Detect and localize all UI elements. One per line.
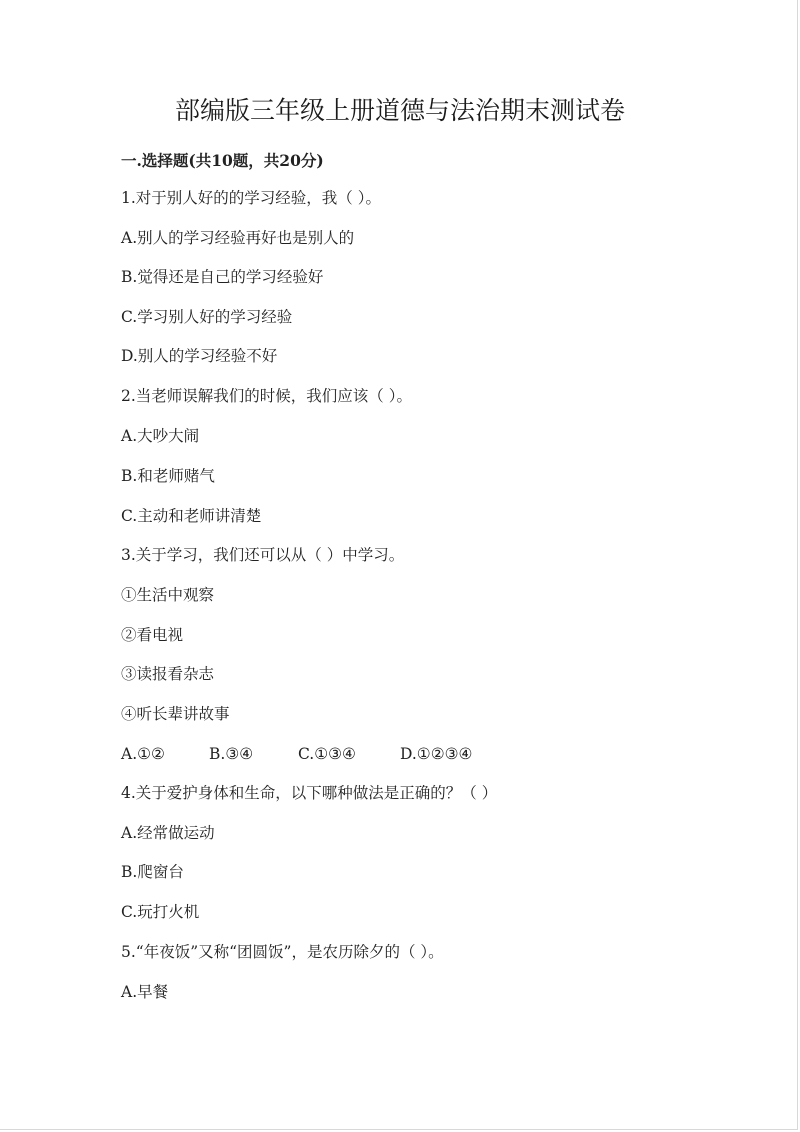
question-4-option-a: A.经常做运动 <box>121 824 215 842</box>
question-3-option-a: A.①② <box>121 745 165 763</box>
question-1-option-d: D.别人的学习经验不好 <box>121 347 278 365</box>
question-2-stem: 2.当老师误解我们的时候，我们应该（ ）。 <box>121 387 412 405</box>
question-1-option-b: B.觉得还是自己的学习经验好 <box>121 268 324 286</box>
question-1-option-c: C.学习别人好的学习经验 <box>121 308 293 326</box>
question-3-stem: 3.关于学习，我们还可以从（ ）中学习。 <box>121 546 405 564</box>
question-5-option-a: A.早餐 <box>121 983 169 1001</box>
question-2-option-c: C.主动和老师讲清楚 <box>121 507 262 525</box>
question-2-option-b: B.和老师赌气 <box>121 467 215 485</box>
question-2-option-a: A.大吵大闹 <box>121 427 200 445</box>
question-3-option-c: C.①③④ <box>298 745 356 763</box>
question-3-item-1: ①生活中观察 <box>121 586 215 604</box>
page-title: 部编版三年级上册道德与法治期末测试卷 <box>174 96 625 125</box>
section-heading: 一.选择题(共10题，共20分) <box>121 151 324 170</box>
question-3-item-2: ②看电视 <box>121 626 184 644</box>
question-4-option-c: C.玩打火机 <box>121 903 200 921</box>
question-3-option-b: B.③④ <box>209 745 254 763</box>
question-3-item-4: ④听长辈讲故事 <box>121 705 230 723</box>
question-5-stem: 5.“年夜饭”又称“团圆饭”，是农历除夕的（ ）。 <box>121 943 444 961</box>
question-4-option-b: B.爬窗台 <box>121 863 184 881</box>
question-4-stem: 4.关于爱护身体和生命，以下哪种做法是正确的？（ ） <box>121 784 498 802</box>
question-3-item-3: ③读报看杂志 <box>121 665 215 683</box>
question-1-stem: 1.对于别人好的的学习经验，我（ ）。 <box>121 189 381 207</box>
question-1-option-a: A.别人的学习经验再好也是别人的 <box>121 229 355 247</box>
question-3-option-d: D.①②③④ <box>400 745 473 763</box>
